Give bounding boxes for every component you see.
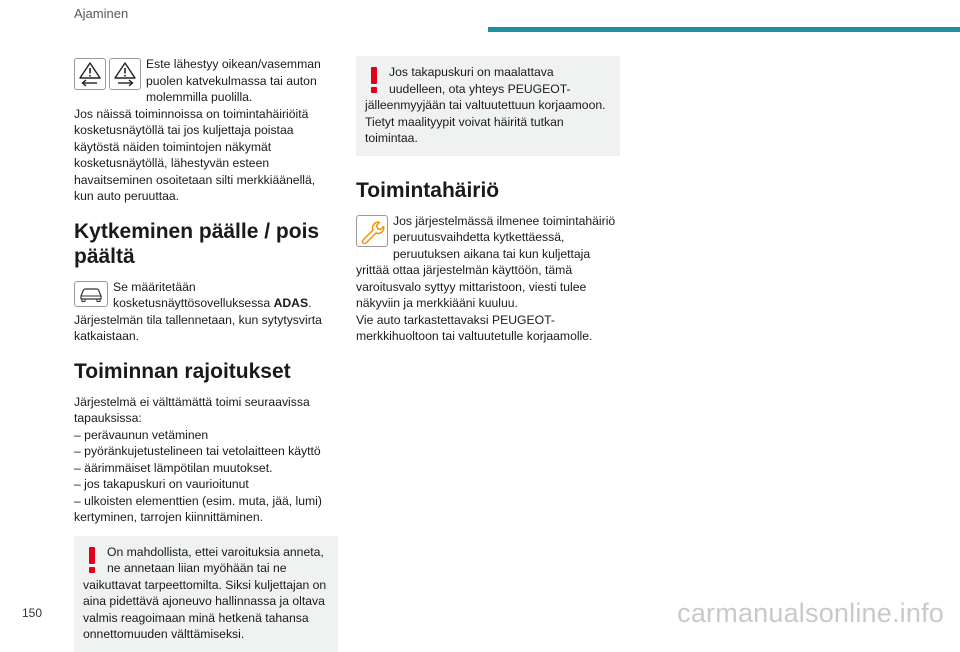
blind-spot-text-2: Jos näissä toiminnoissa on toimintahäiriöitä kosketusnäytöllä tai jos kuljettaja poistaa käytöstä näiden toimintojen näkymät kosketusnäytöllä, lähestyvän esteen havaitseminen osoitetaan silti merkkiäänellä, kun auto peruuttaa.	[74, 106, 316, 203]
fault-icons	[356, 215, 388, 247]
exclamation-icon	[365, 65, 383, 95]
blind-spot-text: Este lähestyy oikean/vasemman puolen katvekulmassa tai auton molemmilla puolilla.	[146, 57, 321, 104]
page-number: 150	[22, 606, 43, 620]
warning-box-right	[356, 56, 620, 156]
list-item: – äärimmäiset lämpötilan muutokset.	[74, 460, 338, 477]
heading-switch: Kytkeminen päälle / pois päältä	[74, 219, 320, 268]
warning-text-right: Jos takapuskuri on maalattava uudelleen, ota yhteys PEUGEOT-jälleenmyyjään tai valtuutettuun korjaamoon. Tietyt maalityypit voivat häiritä tutkan toimintaa.	[365, 65, 606, 145]
switch-icons	[74, 281, 108, 307]
fault-text: Jos järjestelmässä ilmenee toimintahäiriö peruutusvaihdetta kytkettäessä, peruutuksen aikana tai kun kuljettaja yrittää ottaa järjestelmän käyttöön, tämä varoitusvalo syttyy mittaristoon, viesti tulee näkyviin ja merkkiääni kuuluu.	[356, 213, 616, 310]
switch-section	[74, 279, 338, 345]
fault-section	[356, 213, 620, 345]
switch-text-a: Se määritetään kosketusnäyttösovelluksessa	[113, 279, 274, 310]
car-outline-icon	[74, 281, 108, 307]
switch-text-b: .	[308, 296, 312, 310]
warning-text-left: On mahdollista, ettei varoituksia anneta, ne annetaan liian myöhään tai ne vaikuttavat tarpeettomilta. Siksi kuljettajan on aina pidettävä ajoneuvo hallinnassa ja oltava valmis reagoimaan minä hetkenä tahansa onnettomuuden välttämiseksi.	[83, 544, 327, 641]
list-item: – jos takapuskuri on vaurioitunut	[74, 476, 338, 493]
switch-text	[74, 279, 338, 312]
left-column	[74, 56, 338, 652]
list-item: – pyöränkujetustelineen tai vetolaitteen käyttö	[74, 443, 338, 460]
limits-intro: Järjestelmä ei välttämättä toimi seuraavissa tapauksissa:	[74, 394, 310, 425]
switch-text-2: Järjestelmän tila tallennetaan, kun sytytysvirta katkaistaan.	[74, 312, 322, 343]
fault-text-2: Vie auto tarkastettavaksi PEUGEOT-merkkihuoltoon tai valtuutetulle korjaamolle.	[356, 312, 593, 343]
header-accent-bar	[488, 27, 960, 32]
blind-spot-icons	[74, 58, 141, 90]
list-item: – ulkoisten elementtien (esim. muta, jää, lumi) kertyminen, tarrojen kiinnittäminen.	[74, 493, 338, 526]
heading-limits: Toiminnan rajoitukset	[74, 359, 291, 383]
list-item: – perävaunun vetäminen	[74, 427, 338, 444]
heading-fault: Toimintahäiriö	[356, 178, 500, 202]
switch-text-bold: ADAS	[273, 296, 309, 310]
warning-arrow-right-icon	[109, 58, 141, 90]
right-column	[356, 56, 620, 345]
exclamation-icon	[83, 545, 101, 575]
section-title: Ajaminen	[74, 6, 129, 21]
limits-list	[74, 427, 338, 526]
watermark: carmanualsonline.info	[677, 598, 944, 628]
wrench-icon	[356, 215, 388, 247]
warning-arrow-left-icon	[74, 58, 106, 90]
blind-spot-section	[74, 56, 338, 205]
warning-box-left	[74, 536, 338, 652]
